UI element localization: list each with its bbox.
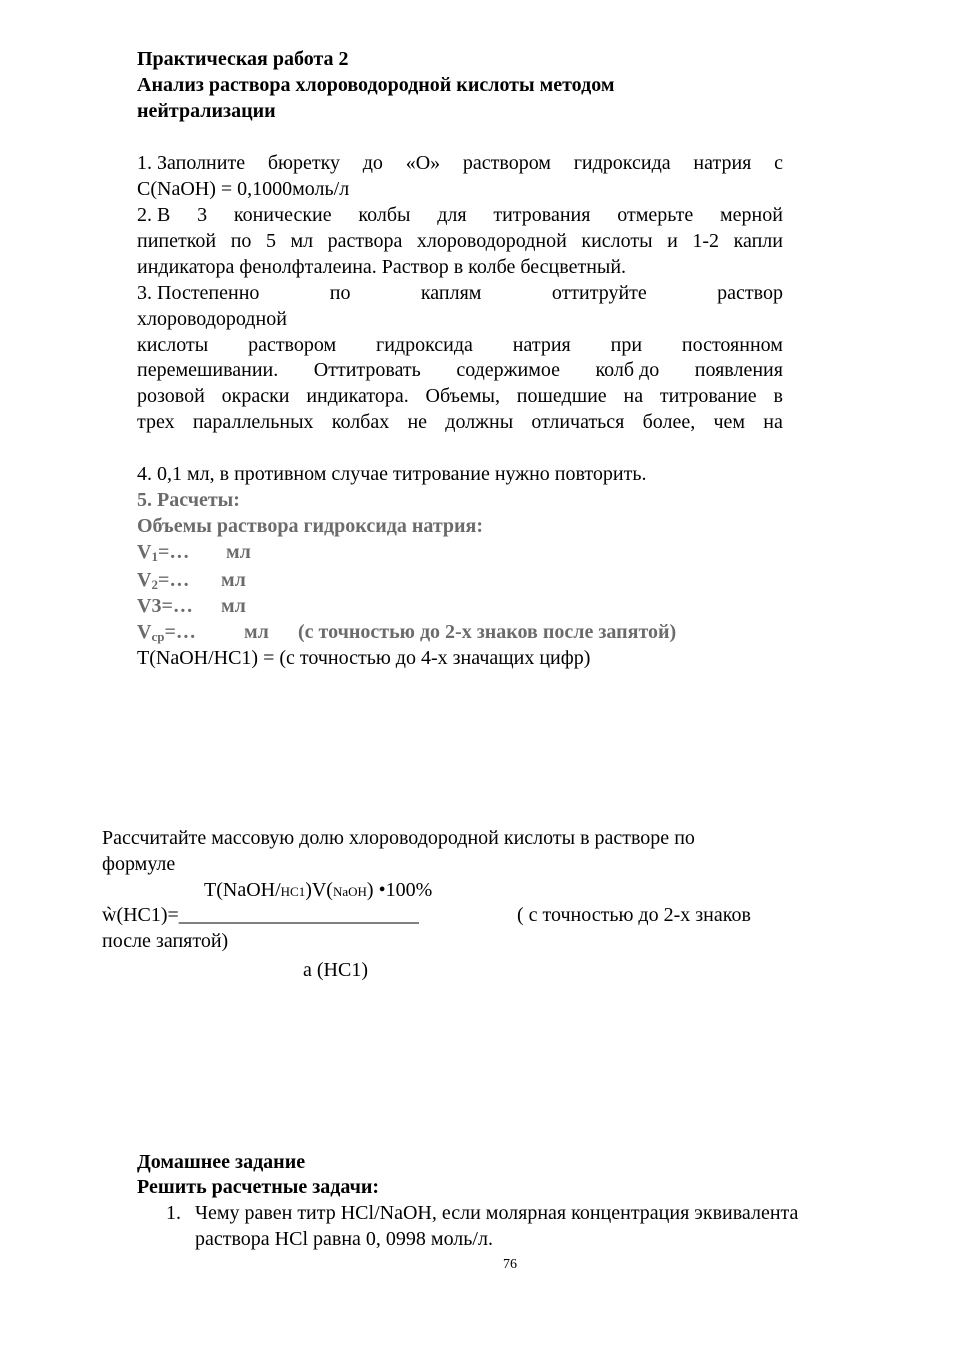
volume-v3: V3=… (137, 595, 193, 617)
step1-line1: 1. Заполните бюретку до «О» раствором гидроксида натрия с (137, 152, 783, 174)
homework-subtitle: Решить расчетные задачи: (137, 1176, 380, 1198)
calc-heading: 5. Расчеты: (137, 489, 240, 511)
mass-intro-line1: Рассчитайте массовую долю хлороводородной кислоты в растворе по (102, 827, 695, 849)
volume-v1: $V_1=\dots$ (137, 541, 190, 564)
titer-line: T(NaOH/HC1) = (с точностью до 4-х значащих цифр) (137, 647, 591, 669)
step2-line3: индикатора фенолфталеина. Раствор в колбе бесцветный. (137, 256, 627, 278)
formula-lhs: ẁ(HC1)=________________________ (102, 904, 419, 926)
step3-line4: перемешивании. Оттитровать содержимое колб до появления (137, 359, 783, 381)
homework-item-line2: раствора HCl равна 0, 0998 моль/л. (195, 1228, 493, 1250)
step3-line2: хлороводородной (137, 308, 287, 330)
homework-item-number: 1. (166, 1202, 181, 1224)
mass-intro-line2: формуле (102, 853, 176, 875)
lab-subtitle-line1: Анализ раствора хлороводородной кислоты методом (137, 74, 615, 96)
page-number: 76 (503, 1257, 517, 1272)
step1-line2: C(NaOH) = 0,1000моль/л (137, 178, 350, 200)
lab-subtitle-line2: нейтрализации (137, 100, 276, 122)
volume-vcp-unit: мл (244, 621, 269, 643)
step2-line1: 2. В 3 конические колбы для титрования отмерьте мерной (137, 204, 783, 226)
formula-precision: ( с точностью до 2-х знаков (517, 904, 751, 926)
step3-line3: кислоты раствором гидроксида натрия при постоянном (137, 334, 783, 356)
homework-item-line1: Чему равен титр HCl/NaOH, если молярная концентрация эквивалента (195, 1202, 799, 1224)
formula-numerator: T(NaOH/HC1)V(NaOH) •100% (204, 879, 433, 901)
volume-v2-unit: мл (221, 569, 246, 591)
volume-v3-unit: мл (221, 595, 246, 617)
homework-title: Домашнее задание (137, 1151, 306, 1173)
lab-title: Практическая работа 2 (137, 48, 349, 70)
formula-denominator: а (HC1) (303, 959, 368, 981)
volumes-label: Объемы раствора гидроксида натрия: (137, 515, 484, 537)
step2-line2: пипеткой по 5 мл раствора хлороводородной кислоты и 1-2 капли (137, 230, 783, 252)
step3-line6: трех параллельных колбах не должны отличаться более, чем на (137, 411, 783, 433)
step3-line5: розовой окраски индикатора. Объемы, пошедшие на титрование в (137, 385, 783, 407)
fraction-line: ________________________ (178, 904, 419, 926)
formula-precision-cont: после запятой) (102, 930, 229, 952)
volume-vcp: $V_{ср}=\dots$ (137, 621, 196, 644)
step4: 4. 0,1 мл, в противном случае титрование нужно повторить. (137, 463, 647, 485)
volume-v1-unit: мл (226, 541, 251, 563)
volume-v2: $V_2=\dots$ (137, 569, 190, 592)
step3-line1: 3. Постепенно по каплям оттитруйте раствор (137, 282, 783, 304)
precision-note: (с точностью до 2-х знаков после запятой) (298, 621, 677, 643)
